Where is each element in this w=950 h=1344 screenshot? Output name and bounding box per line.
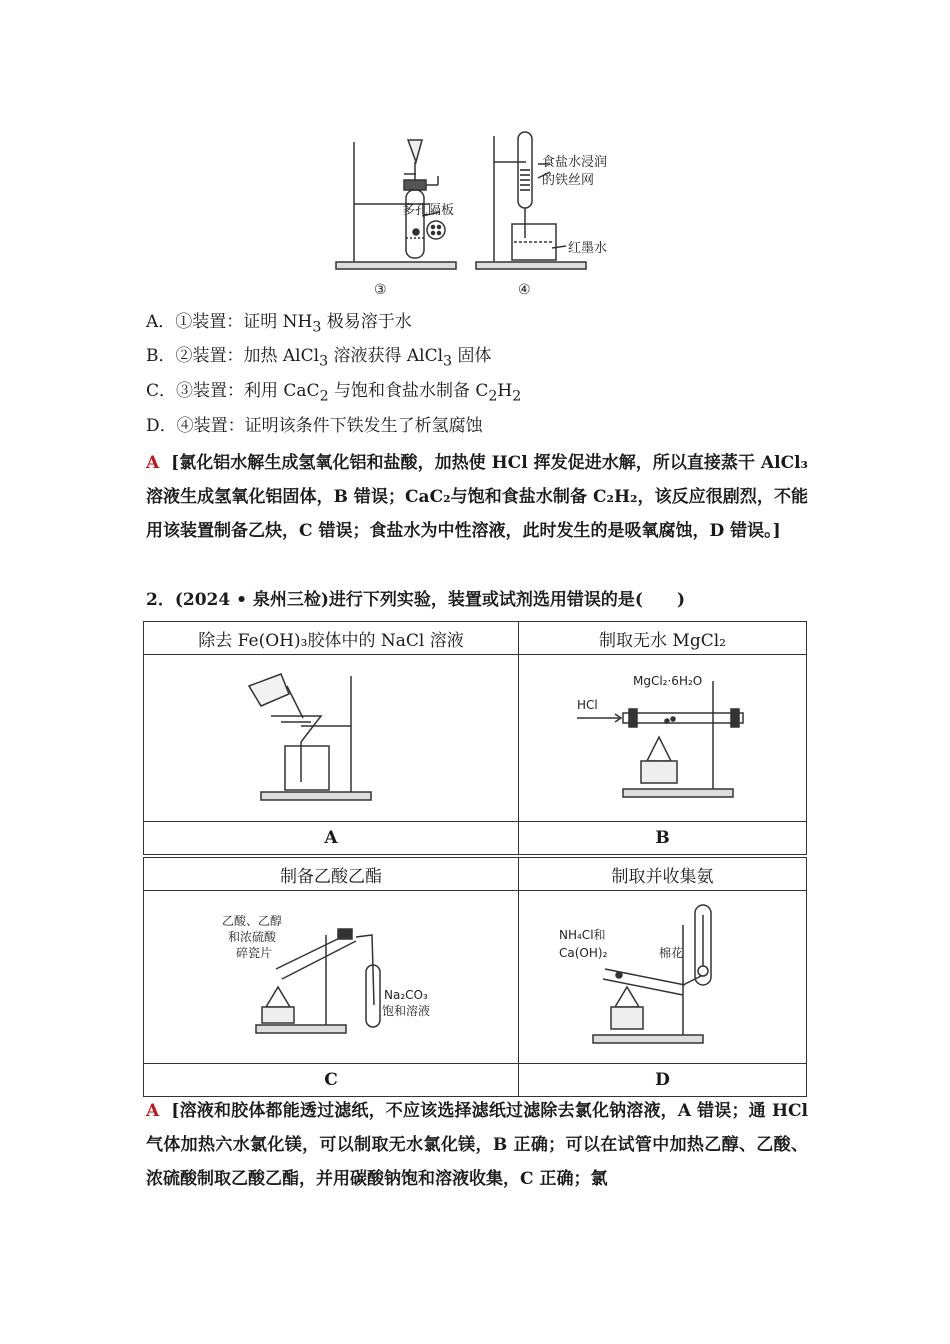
label-red-ink: 红墨水 — [568, 241, 608, 256]
letter-d: D — [519, 1064, 807, 1097]
option-d: D．④装置：证明该条件下铁发生了析氢腐蚀 — [146, 416, 483, 436]
label-iron-mesh-2: 的铁丝网 — [542, 173, 595, 188]
label-caoh2: Ca(OH)₂ — [558, 945, 607, 960]
ammonia-apparatus — [553, 895, 773, 1055]
option-c: C．③装置：利用 CaC$_2$ 与饱和食盐水制备 $C_2H_2$ — [146, 381, 522, 405]
filtration-apparatus — [241, 656, 421, 816]
label-hcl: HCl — [576, 697, 598, 712]
header-d: 制取并收集氨 — [519, 858, 807, 891]
options-table-top — [143, 621, 807, 855]
label-na2co3: Na₂CO₃ — [384, 987, 428, 1002]
q2-explanation — [146, 1094, 808, 1196]
q1-explanation — [146, 446, 808, 548]
q2-explanation-text: [溶液和胶体都能透过滤纸，不应该选择滤纸过滤除去氯化钠溶液，A 错误；通 HCl 气体加热六水氯化镁，可以制取无水氯化镁，B 正确；可以在试管中加热乙醇、乙酸、浓硫酸制取乙酸乙酯，并用碳酸钠饱和溶液收集，C 正确；氯 — [146, 1101, 808, 1189]
label-conc-sulfuric: 和浓硫酸 — [228, 929, 277, 944]
option-b: B．②装置：加热 AlCl$_3$ 溶液获得 AlCl$_3$ 固体 — [146, 346, 492, 370]
q2-stem: 2．(2024 • 泉州三检)进行下列实验，装置或试剂选用错误的是( ) — [146, 590, 686, 610]
label-apparatus-4: ④ — [518, 282, 531, 298]
apparatus-figure-3-4 — [330, 128, 630, 298]
label-saturated-solution: 饱和溶液 — [382, 1003, 431, 1018]
label-iron-mesh-1: 食盐水浸润 — [542, 155, 608, 170]
label-porous-plate: 多孔隔板 — [402, 203, 455, 218]
mgcl2-apparatus — [563, 661, 763, 811]
letter-a: A — [144, 822, 519, 855]
options-table-bottom — [143, 857, 807, 1097]
figure-cell-d — [519, 891, 807, 1064]
header-b: 制取无水 MgCl₂ — [519, 622, 807, 655]
q1-explanation-text: [氯化铝水解生成氢氧化铝和盐酸，加热使 HCl 挥发促进水解，所以直接蒸干 AlCl₃溶液生成氢氧化铝固体，B 错误；CaC₂与饱和食盐水制备 C₂H₂，该反应很剧烈，不能用该装置制备乙炔，C 错误；食盐水为中性溶液，此时发生的是吸氧腐蚀，D 错误。] — [146, 453, 808, 541]
figure-cell-c — [144, 891, 519, 1064]
label-nh4cl: NH₄Cl和 — [558, 927, 606, 942]
letter-b: B — [519, 822, 807, 855]
label-apparatus-3: ③ — [374, 282, 387, 298]
header-a: 除去 Fe(OH)₃胶体中的 NaCl 溶液 — [144, 622, 519, 655]
label-porcelain: 碎瓷片 — [236, 945, 273, 960]
q1-answer: A — [146, 453, 160, 473]
label-mgcl2-hydrate: MgCl₂·6H₂O — [632, 673, 702, 688]
label-cotton: 棉花 — [658, 945, 683, 960]
ester-apparatus — [216, 895, 446, 1055]
option-a: A．①装置：证明 $NH_3$ 极易溶于水 — [146, 312, 412, 336]
letter-c: C — [144, 1064, 519, 1097]
figure-cell-a — [144, 655, 519, 822]
figure-cell-b — [519, 655, 807, 822]
label-acid-alcohol: 乙酸、乙醇 — [222, 913, 283, 928]
q2-answer: A — [146, 1101, 160, 1121]
header-c: 制备乙酸乙酯 — [144, 858, 519, 891]
